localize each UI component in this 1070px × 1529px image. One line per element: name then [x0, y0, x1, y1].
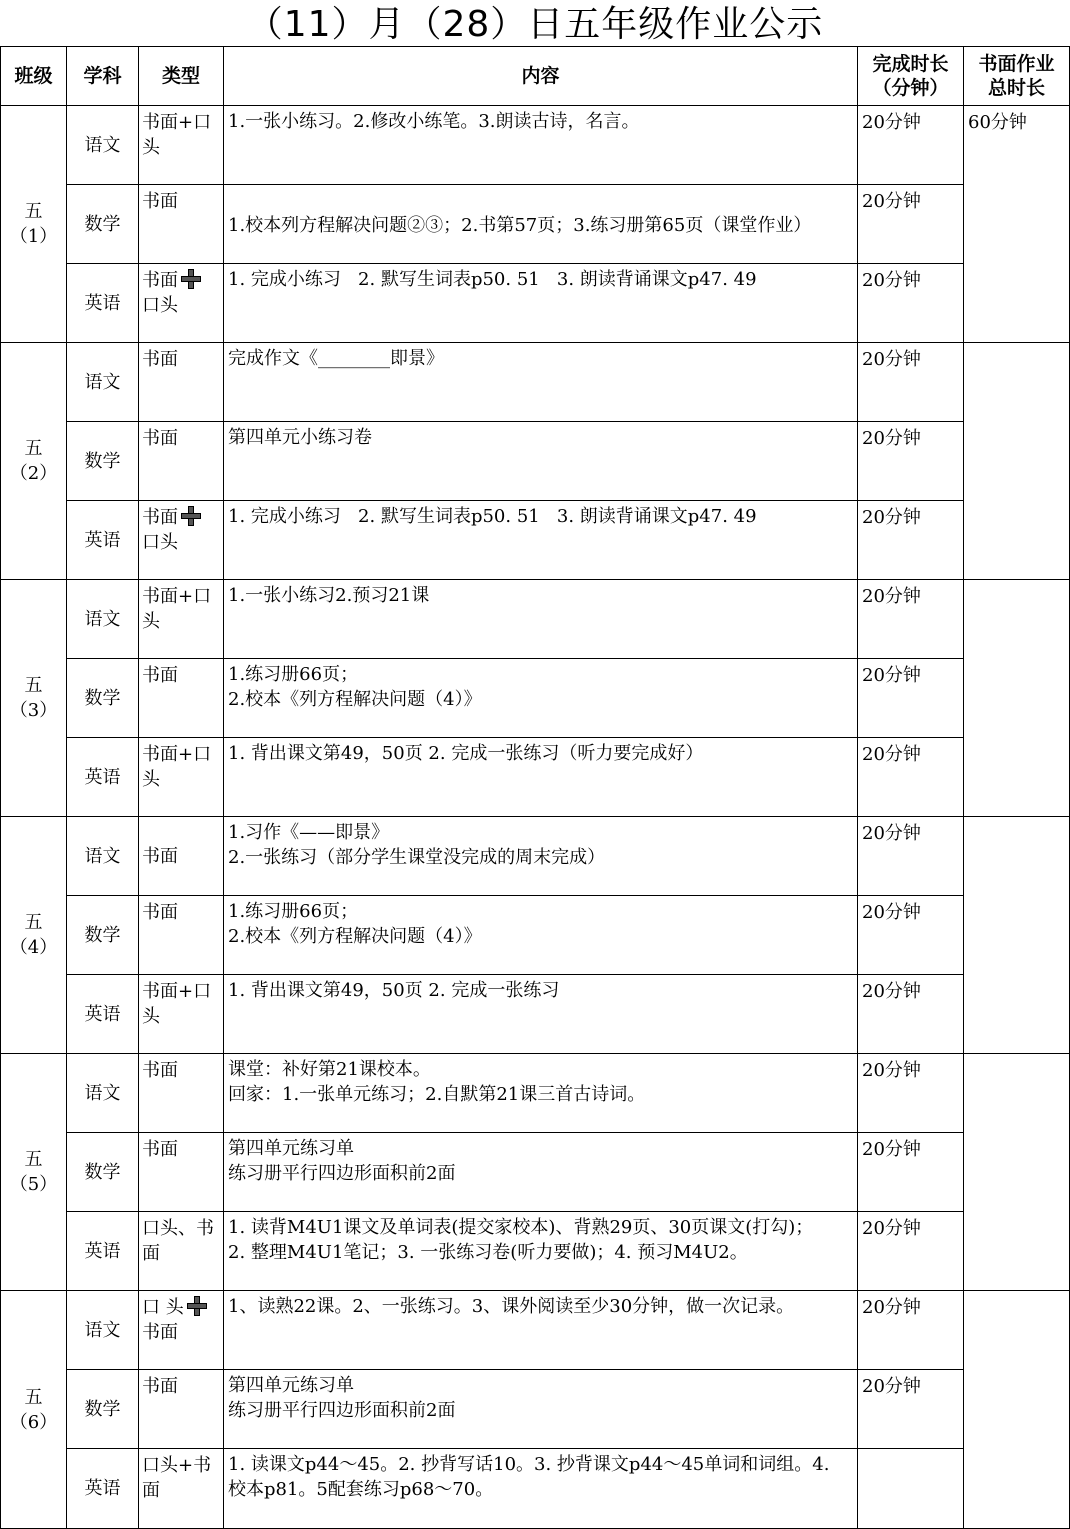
total-time-cell — [964, 343, 1070, 580]
type-label: 书面 — [142, 191, 178, 212]
content-cell: 1.习作《——即景》 2.一张练习（部分学生课堂没完成的周末完成） — [224, 817, 858, 896]
header-class: 班级 — [1, 47, 67, 106]
class-name: 五 （3） — [1, 580, 67, 817]
type-label: 书面+口头 — [142, 981, 212, 1027]
header-time: 完成时长 （分钟） — [858, 47, 964, 106]
type-cell — [139, 1133, 224, 1212]
type-cell — [139, 580, 224, 659]
subject-cell: 英语 — [67, 1212, 139, 1291]
type-label: 口头、书面 — [142, 1218, 214, 1264]
time-cell: 20分钟 — [858, 659, 964, 738]
table-row — [1, 1054, 1070, 1133]
total-time-cell — [964, 817, 1070, 1054]
subject-cell: 数学 — [67, 1370, 139, 1449]
content-cell: 1.一张小练习。2.修改小练笔。3.朗读古诗，名言。 — [224, 106, 858, 185]
type-label: 书面 — [142, 845, 178, 867]
type-label: 书面 — [142, 665, 178, 686]
type-label: 书面+口头 — [142, 112, 212, 158]
time-cell: 20分钟 — [858, 1212, 964, 1291]
subject-cell: 语文 — [67, 1054, 139, 1133]
time-cell: 20分钟 — [858, 185, 964, 264]
type-cell — [139, 185, 224, 264]
time-cell: 20分钟 — [858, 264, 964, 343]
content-cell: 1.练习册66页； 2.校本《列方程解决问题（4）》 — [224, 896, 858, 975]
subject-cell: 语文 — [67, 343, 139, 422]
type-cell — [139, 106, 224, 185]
type-label: 书面 — [142, 428, 178, 449]
type-cell — [139, 1054, 224, 1133]
total-time-cell: 60分钟 — [964, 106, 1070, 343]
total-time-cell — [964, 1054, 1070, 1291]
content-cell: 1. 背出课文第49，50页 2. 完成一张练习（听力要完成好） — [224, 738, 858, 817]
type-cell — [139, 264, 224, 343]
table-row — [1, 1449, 1070, 1529]
header-subject: 学科 — [67, 47, 139, 106]
table-row — [1, 659, 1070, 738]
type-label: 书面 — [142, 1376, 178, 1397]
table-row — [1, 580, 1070, 659]
table-row — [1, 422, 1070, 501]
time-cell: 20分钟 — [858, 975, 964, 1054]
time-cell — [858, 1449, 964, 1529]
type-label: 书面 — [142, 507, 178, 528]
subject-cell: 数学 — [67, 185, 139, 264]
type-cell — [139, 501, 224, 580]
time-cell: 20分钟 — [858, 817, 964, 896]
type-cell — [139, 343, 224, 422]
table-row — [1, 343, 1070, 422]
table-row — [1, 264, 1070, 343]
subject-cell: 英语 — [67, 738, 139, 817]
content-cell: 1. 读课文p44～45。2. 抄背写话10。3. 抄背课文p44～45单词和词组。4. 校本p81。5配套练习p68～70。 — [224, 1449, 858, 1529]
table-row — [1, 738, 1070, 817]
type-cell — [139, 1449, 224, 1529]
type-label: 书面 — [142, 1139, 178, 1160]
time-cell: 20分钟 — [858, 106, 964, 185]
time-cell: 20分钟 — [858, 501, 964, 580]
content-cell: 1、读熟22课。2、一张练习。3、课外阅读至少30分钟，做一次记录。 — [224, 1291, 858, 1370]
table-row — [1, 1133, 1070, 1212]
header-row — [1, 47, 1070, 106]
time-cell: 20分钟 — [858, 422, 964, 501]
type-label: 书面 — [142, 902, 178, 923]
table-row — [1, 1291, 1070, 1370]
type-cell — [139, 738, 224, 817]
class-name: 五 （6） — [1, 1291, 67, 1529]
content-cell: 1. 完成小练习 2. 默写生词表p50. 51 3. 朗读背诵课文p47. 49 — [224, 264, 858, 343]
table-row — [1, 1212, 1070, 1291]
table-row — [1, 106, 1070, 185]
time-cell: 20分钟 — [858, 343, 964, 422]
type-cell — [139, 1291, 224, 1370]
type-label: 口 头 — [142, 1297, 184, 1318]
type-label: 书面 — [142, 349, 178, 370]
content-cell: 课堂：补好第21课校本。 回家：1.一张单元练习；2.自默第21课三首古诗词。 — [224, 1054, 858, 1133]
table-row — [1, 896, 1070, 975]
header-total: 书面作业 总时长 — [964, 47, 1070, 106]
subject-cell: 数学 — [67, 422, 139, 501]
type-label: 书面+口头 — [142, 586, 212, 632]
content-cell: 1.一张小练习2.预习21课 — [224, 580, 858, 659]
total-time-cell — [964, 580, 1070, 817]
time-cell: 20分钟 — [858, 738, 964, 817]
type-label: 书面 — [142, 270, 178, 291]
plus-icon — [180, 268, 202, 290]
type-label-2: 口头 — [142, 532, 178, 553]
type-cell — [139, 975, 224, 1054]
subject-cell: 语文 — [67, 106, 139, 185]
subject-cell: 英语 — [67, 264, 139, 343]
homework-table — [0, 46, 1070, 1529]
type-cell — [139, 1370, 224, 1449]
subject-cell: 数学 — [67, 659, 139, 738]
time-cell: 20分钟 — [858, 1370, 964, 1449]
class-name: 五 （4） — [1, 817, 67, 1054]
type-cell — [139, 817, 224, 896]
time-cell: 20分钟 — [858, 1054, 964, 1133]
class-name: 五 （5） — [1, 1054, 67, 1291]
type-cell — [139, 1212, 224, 1291]
type-cell — [139, 422, 224, 501]
time-cell: 20分钟 — [858, 580, 964, 659]
content-cell: 1.练习册66页； 2.校本《列方程解决问题（4）》 — [224, 659, 858, 738]
table-row — [1, 1370, 1070, 1449]
subject-cell: 英语 — [67, 1449, 139, 1529]
subject-cell: 语文 — [67, 817, 139, 896]
content-cell: 1. 背出课文第49，50页 2. 完成一张练习 — [224, 975, 858, 1054]
content-cell: 完成作文《________即景》 — [224, 343, 858, 422]
subject-cell: 数学 — [67, 896, 139, 975]
plus-icon — [180, 505, 202, 527]
subject-cell: 英语 — [67, 501, 139, 580]
subject-cell: 英语 — [67, 975, 139, 1054]
table-row — [1, 817, 1070, 896]
type-label: 书面 — [142, 1060, 178, 1081]
content-cell: 第四单元小练习卷 — [224, 422, 858, 501]
content-cell: 1. 读背M4U1课文及单词表(提交家校本)、背熟29页、30页课文(打勾)； 2. 整理M4U1笔记；3. 一张练习卷(听力要做)；4. 预习M4U2。 — [224, 1212, 858, 1291]
content-cell: 1.校本列方程解决问题②③；2.书第57页；3.练习册第65页（课堂作业） — [224, 185, 858, 264]
content-cell: 1. 完成小练习 2. 默写生词表p50. 51 3. 朗读背诵课文p47. 49 — [224, 501, 858, 580]
type-cell — [139, 659, 224, 738]
table-row — [1, 185, 1070, 264]
type-cell — [139, 896, 224, 975]
time-cell: 20分钟 — [858, 1133, 964, 1212]
header-type: 类型 — [139, 47, 224, 106]
plus-icon — [186, 1295, 208, 1317]
type-label-2: 口头 — [142, 295, 178, 316]
subject-cell: 语文 — [67, 580, 139, 659]
content-cell: 第四单元练习单 练习册平行四边形面积前2面 — [224, 1133, 858, 1212]
table-row — [1, 975, 1070, 1054]
page-title: （11）月（28）日五年级作业公示 — [246, 4, 824, 45]
table-row — [1, 501, 1070, 580]
class-name: 五 （1） — [1, 106, 67, 343]
type-label: 书面+口头 — [142, 744, 212, 790]
class-name: 五 （2） — [1, 343, 67, 580]
type-label: 口头+书面 — [142, 1455, 212, 1501]
time-cell: 20分钟 — [858, 1291, 964, 1370]
total-time-cell — [964, 1291, 1070, 1529]
subject-cell: 数学 — [67, 1133, 139, 1212]
time-cell: 20分钟 — [858, 896, 964, 975]
type-label-2: 书面 — [142, 1322, 178, 1343]
subject-cell: 语文 — [67, 1291, 139, 1370]
header-content: 内容 — [224, 47, 858, 106]
content-cell: 第四单元练习单 练习册平行四边形面积前2面 — [224, 1370, 858, 1449]
